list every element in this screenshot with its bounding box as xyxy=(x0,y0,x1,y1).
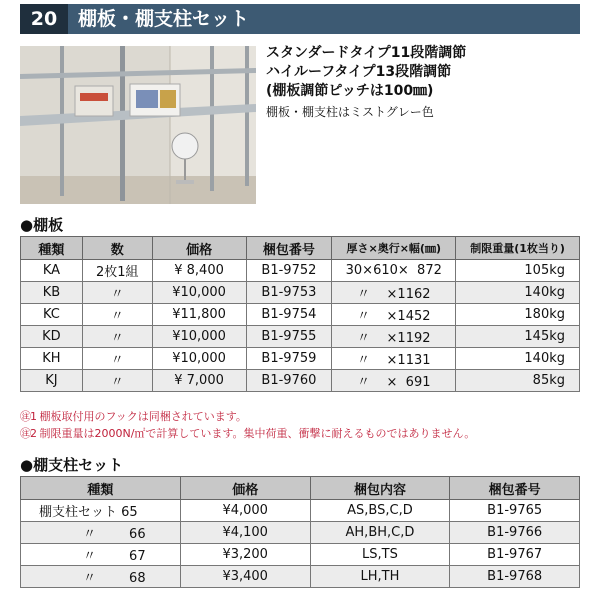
cell-price: ¥11,800 xyxy=(152,304,246,326)
cell-type: KH xyxy=(21,348,83,370)
cell-dimensions: 〃 ×1192 xyxy=(332,326,456,348)
post-section-title: ●棚支柱セット xyxy=(20,456,124,474)
cell-price: ¥10,000 xyxy=(152,348,246,370)
cell-package-no: B1-9765 xyxy=(450,500,580,522)
cell-weight-limit: 180kg xyxy=(456,304,580,326)
section-header xyxy=(20,4,580,34)
cell-qty: 〃 xyxy=(82,304,152,326)
cell-qty: 〃 xyxy=(82,348,152,370)
col-type: 種類 xyxy=(21,477,181,500)
note-2-mark: ㊟2 xyxy=(20,427,36,440)
cell-qty: 〃 xyxy=(82,370,152,392)
cell-type: KJ xyxy=(21,370,83,392)
cell-price: ¥10,000 xyxy=(152,326,246,348)
col-qty: 数 xyxy=(82,237,152,260)
shelf-table xyxy=(20,236,580,392)
cell-type: 〃 66 xyxy=(21,522,181,544)
cell-dimensions: 〃 ×1452 xyxy=(332,304,456,326)
cell-package-no: B1-9753 xyxy=(246,282,332,304)
table-row xyxy=(21,566,580,588)
note-1-mark: ㊟1 xyxy=(20,410,36,423)
cell-package-no: B1-9755 xyxy=(246,326,332,348)
cell-type: KA xyxy=(21,260,83,282)
desc-line-highroof: ハイルーフタイプ13段階調節 xyxy=(266,64,452,80)
table-row xyxy=(21,370,580,392)
cell-type: 〃 68 xyxy=(21,566,181,588)
cell-weight-limit: 140kg xyxy=(456,348,580,370)
notes xyxy=(20,408,475,442)
cell-dimensions: 〃 ×1131 xyxy=(332,348,456,370)
col-dimensions: 厚さ×奥行×幅(㎜) xyxy=(332,237,456,260)
col-package-no: 梱包番号 xyxy=(450,477,580,500)
table-row xyxy=(21,326,580,348)
cell-package-no: B1-9766 xyxy=(450,522,580,544)
table-row xyxy=(21,348,580,370)
post-table xyxy=(20,476,580,588)
desc-line-standard: スタンダードタイプ11段階調節 xyxy=(266,45,467,61)
cell-weight-limit: 140kg xyxy=(456,282,580,304)
cell-qty: 2枚1組 xyxy=(82,260,152,282)
cell-dimensions: 〃 × 691 xyxy=(332,370,456,392)
cell-package-no: B1-9752 xyxy=(246,260,332,282)
description xyxy=(266,44,586,123)
col-weight-limit: 制限重量(1枚当り) xyxy=(456,237,580,260)
cell-price: ¥3,200 xyxy=(180,544,310,566)
cell-type: KD xyxy=(21,326,83,348)
cell-contents: AH,BH,C,D xyxy=(310,522,450,544)
shelf-table-header xyxy=(21,237,580,260)
note-2-text: 制限重量は2000N/㎡で計算しています。集中荷重、衝撃に耐えるものではありません。 xyxy=(39,427,476,440)
note-1 xyxy=(20,408,475,425)
col-price: 価格 xyxy=(152,237,246,260)
table-row xyxy=(21,282,580,304)
cell-type: KC xyxy=(21,304,83,326)
cell-package-no: B1-9759 xyxy=(246,348,332,370)
section-number: 20 xyxy=(20,4,68,34)
cell-type: 棚支柱セット 65 xyxy=(21,500,181,522)
cell-weight-limit: 105kg xyxy=(456,260,580,282)
table-row xyxy=(21,500,580,522)
note-1-text: 棚板取付用のフックは同梱されています。 xyxy=(39,410,247,423)
cell-qty: 〃 xyxy=(82,326,152,348)
cell-package-no: B1-9768 xyxy=(450,566,580,588)
table-row xyxy=(21,304,580,326)
cell-qty: 〃 xyxy=(82,282,152,304)
cell-dimensions: 30×610× 872 xyxy=(332,260,456,282)
section-title: 棚板・棚支柱セット xyxy=(78,8,250,30)
col-contents: 梱包内容 xyxy=(310,477,450,500)
cell-price: ¥3,400 xyxy=(180,566,310,588)
table-row xyxy=(21,260,580,282)
cell-contents: LH,TH xyxy=(310,566,450,588)
note-2 xyxy=(20,425,475,442)
table-row xyxy=(21,544,580,566)
cell-price: ¥ 7,000 xyxy=(152,370,246,392)
cell-package-no: B1-9767 xyxy=(450,544,580,566)
cell-package-no: B1-9760 xyxy=(246,370,332,392)
cell-price: ¥10,000 xyxy=(152,282,246,304)
cell-weight-limit: 85kg xyxy=(456,370,580,392)
desc-line-color: 棚板・棚支柱はミストグレー色 xyxy=(266,105,434,119)
table-row xyxy=(21,522,580,544)
post-table-header xyxy=(21,477,580,500)
cell-type: 〃 67 xyxy=(21,544,181,566)
shelf-section-title: ●棚板 xyxy=(20,216,64,234)
cell-dimensions: 〃 ×1162 xyxy=(332,282,456,304)
cell-weight-limit: 145kg xyxy=(456,326,580,348)
desc-line-pitch: (棚板調節ピッチは100㎜) xyxy=(266,83,434,99)
col-price: 価格 xyxy=(180,477,310,500)
cell-contents: LS,TS xyxy=(310,544,450,566)
cell-type: KB xyxy=(21,282,83,304)
cell-contents: AS,BS,C,D xyxy=(310,500,450,522)
col-package-no: 梱包番号 xyxy=(246,237,332,260)
cell-price: ¥ 8,400 xyxy=(152,260,246,282)
cell-package-no: B1-9754 xyxy=(246,304,332,326)
cell-price: ¥4,000 xyxy=(180,500,310,522)
cell-price: ¥4,100 xyxy=(180,522,310,544)
product-photo xyxy=(20,46,256,204)
col-type: 種類 xyxy=(21,237,83,260)
